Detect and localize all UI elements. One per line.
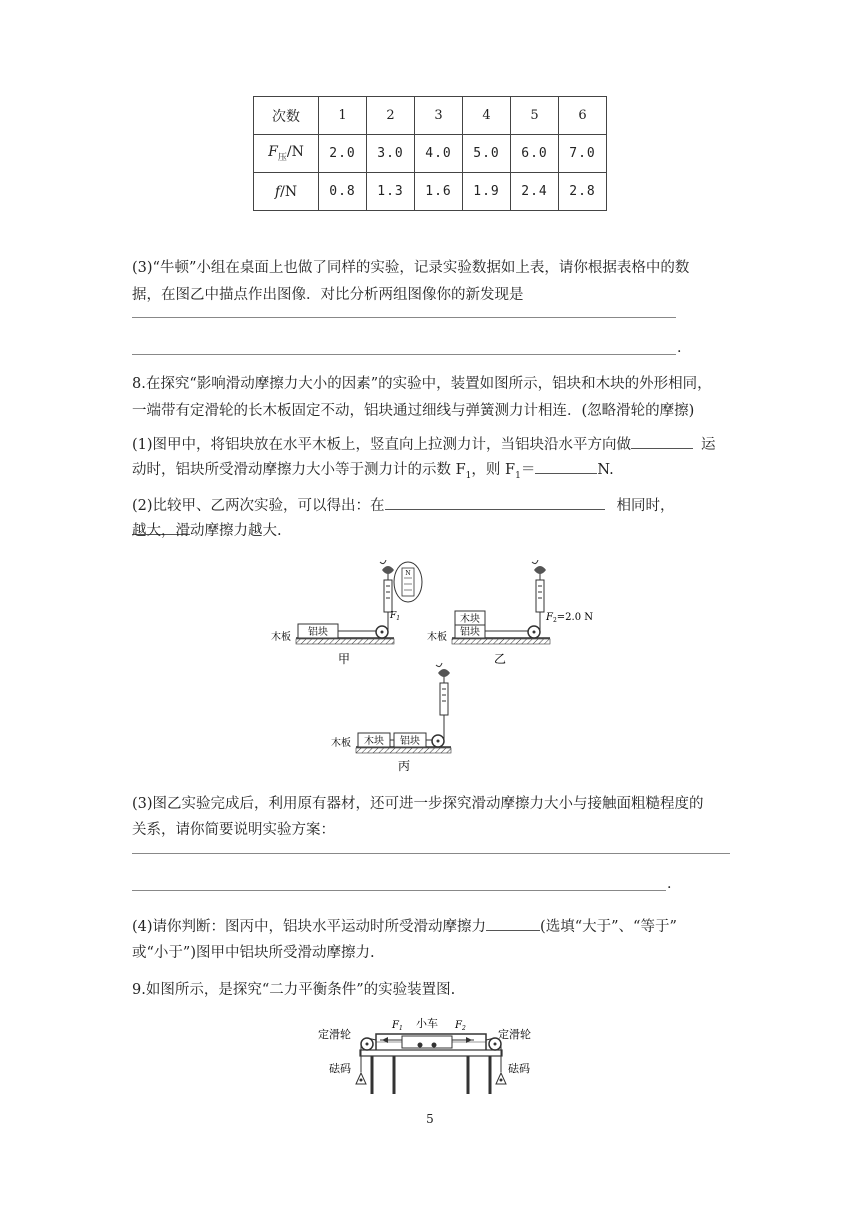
weight-label-right: 砝码 xyxy=(508,1062,530,1075)
q7-part3-line1: (3)“牛顿”小组在桌面上也做了同样的实验，记录实验数据如上表，请你根据表格中的数 xyxy=(132,260,690,276)
q8-figures xyxy=(0,560,860,780)
figure-label-bing: 丙 xyxy=(397,759,411,773)
q8-part3-line2: 关系，请你简要说明实验方案： xyxy=(132,822,335,838)
f2-label: $F_2=2.0$ N xyxy=(546,612,593,624)
table-cell: 2.8 xyxy=(559,173,607,211)
board-label: 木板 xyxy=(427,632,447,643)
figure-label-yi: 乙 xyxy=(493,652,507,666)
figure-yi xyxy=(427,560,593,666)
table-cell: 1.3 xyxy=(367,173,415,211)
table-cell: 1.6 xyxy=(415,173,463,211)
table-cell: 7.0 xyxy=(559,135,607,173)
q9-f1-label: $F_1$ xyxy=(392,1020,403,1032)
row-label-friction: f/N xyxy=(254,173,319,211)
q8-part4-line1: (4)请你判断：图丙中，铝块水平运动时所受滑动摩擦力 (选填“大于”、“等于” xyxy=(132,915,732,940)
weight-label-left: 砝码 xyxy=(329,1062,351,1075)
figure-jia xyxy=(271,560,422,666)
figure-bing xyxy=(331,663,451,773)
table-cell: 1.9 xyxy=(463,173,511,211)
period: . xyxy=(677,340,682,356)
table-row xyxy=(254,97,607,135)
table-header-cell: 6 xyxy=(559,97,607,135)
q8-intro-line2: 一端带有定滑轮的长木板固定不动，铝块通过细线与弹簧测力计相连．(忽略滑轮的摩擦) xyxy=(132,403,695,419)
table-row xyxy=(254,173,607,211)
data-table xyxy=(253,96,607,211)
table-cell: 0.8 xyxy=(319,173,367,211)
table-cell: 4.0 xyxy=(415,135,463,173)
cart-label: 小车 xyxy=(416,1017,438,1030)
q8-part2-line1: (2)比较甲、乙两次实验，可以得出：在 相同时， xyxy=(132,494,732,544)
table-header-cell: 5 xyxy=(511,97,559,135)
pulley-label-left: 定滑轮 xyxy=(318,1028,351,1041)
q8-intro-line1: 8.在探究“影响滑动摩擦力大小的因素”的实验中，装置如图所示，铝块和木块的外形相同， xyxy=(132,376,712,392)
q9-figure xyxy=(0,1008,860,1098)
al-block-label: 铝块 xyxy=(308,627,328,638)
answer-line xyxy=(132,317,676,318)
wood-block-label: 木块 xyxy=(460,614,480,625)
q8-part3-line1: (3)图乙实验完成后，利用原有器材，还可进一步探究滑动摩擦力大小与接触面粗糙程度的 xyxy=(132,796,704,812)
table-cell: 2.4 xyxy=(511,173,559,211)
q9-intro: 9.如图所示，是探究“二力平衡条件”的实验装置图. xyxy=(132,982,456,998)
table-header-cell: 4 xyxy=(463,97,511,135)
blank xyxy=(385,495,605,510)
unit-n: N xyxy=(405,570,411,577)
q9-f2-label: $F_2$ xyxy=(455,1020,466,1032)
al-block-label: 铝块 xyxy=(460,627,480,638)
f1-label: $F_1$ xyxy=(390,611,401,622)
figure-label-jia: 甲 xyxy=(337,652,351,666)
board-label: 木板 xyxy=(271,632,291,643)
blank xyxy=(535,459,597,474)
q7-part3-line2: 据，在图乙中描点作出图像．对比分析两组图像你的新发现是 xyxy=(132,287,524,303)
row-label-pressure: $F_压/N$ xyxy=(254,135,319,173)
table-cell: 2.0 xyxy=(319,135,367,173)
al-block-label: 铝块 xyxy=(400,736,420,747)
pulley-label-right: 定滑轮 xyxy=(498,1028,531,1041)
answer-line xyxy=(132,890,666,891)
page-number: 5 xyxy=(426,1112,434,1126)
table-cell: 5.0 xyxy=(463,135,511,173)
table-cell: 6.0 xyxy=(511,135,559,173)
q8-part4-line2: 或“小于”)图甲中铝块所受滑动摩擦力. xyxy=(132,945,375,961)
table-header-cell: 2 xyxy=(367,97,415,135)
table-header-cell: 次数 xyxy=(254,97,319,135)
table-cell: 3.0 xyxy=(367,135,415,173)
blank xyxy=(631,434,693,449)
table-row xyxy=(254,135,607,173)
period: . xyxy=(667,876,672,892)
wood-block-label: 木块 xyxy=(364,736,384,747)
answer-line xyxy=(132,853,730,854)
board-label: 木板 xyxy=(331,738,351,749)
table-header-cell: 1 xyxy=(319,97,367,135)
table-header-cell: 3 xyxy=(415,97,463,135)
q8-part1-line1: (1)图甲中，将铝块放在水平木板上，竖直向上拉测力计，当铝块沿水平方向做 运 xyxy=(132,433,732,458)
answer-line xyxy=(132,354,676,355)
q8-part2-line2: 越大，滑动摩擦力越大. xyxy=(132,523,282,539)
blank xyxy=(486,916,540,931)
q8-part1-line2: 动时，铝块所受滑动摩擦力大小等于测力计的示数 $F_1$，则 $F_1= N$. xyxy=(132,458,732,489)
